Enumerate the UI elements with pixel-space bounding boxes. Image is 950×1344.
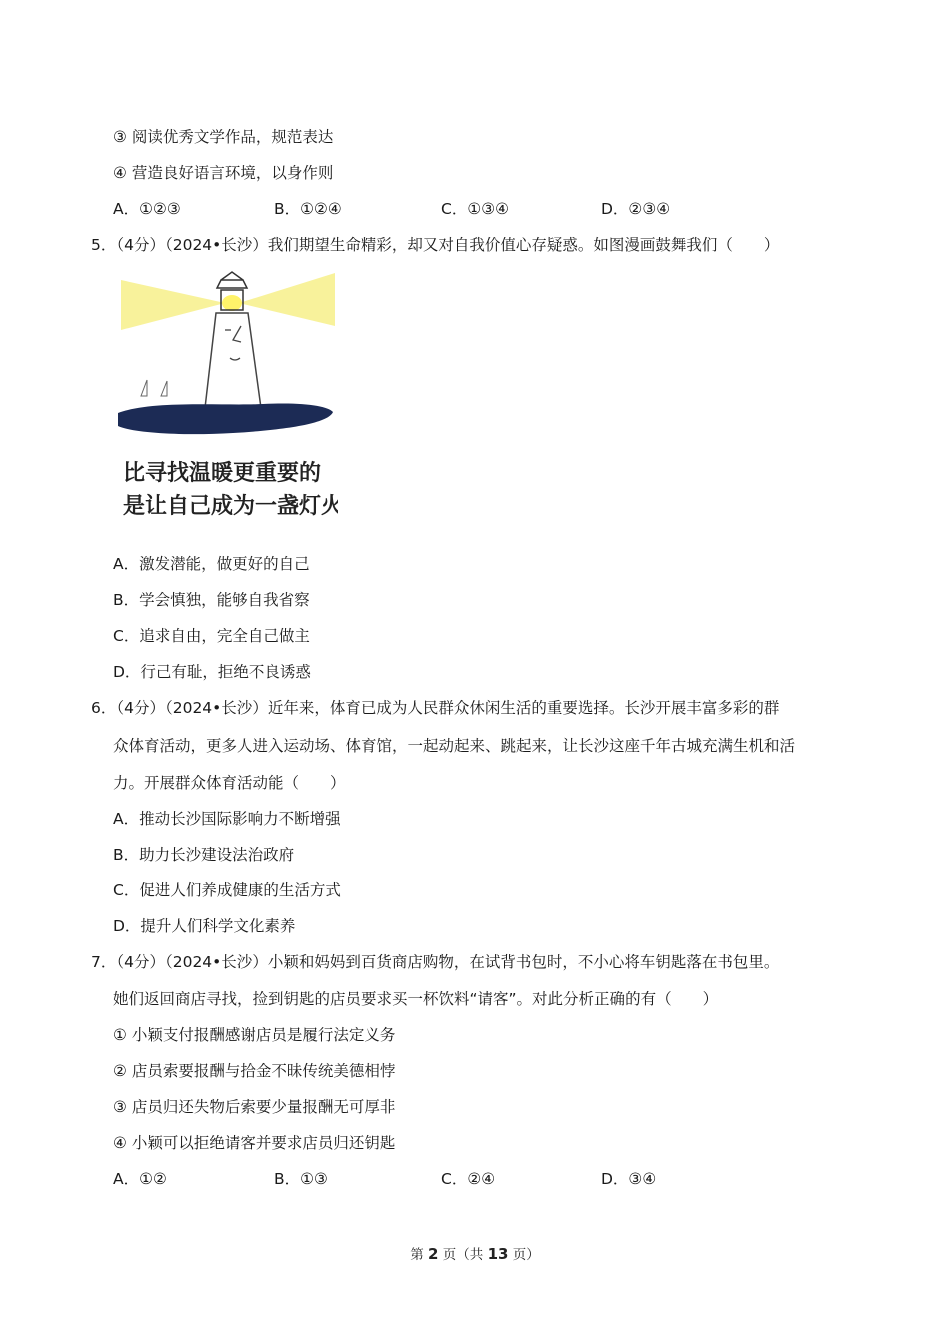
footer-suffix: 页）	[508, 1247, 540, 1263]
prev-option-c: C．①③④	[441, 200, 510, 218]
lighthouse-cartoon	[113, 268, 338, 530]
footer-mid: 页（共	[438, 1247, 488, 1263]
q6-stem-line-1: 6．（4分）（2024•长沙）近年来，体育已成为人民群众休闲生活的重要选择。长沙开展丰富多彩的群	[91, 699, 780, 717]
q5-option-a: A．激发潜能，做更好的自己	[113, 555, 310, 573]
prev-option-d: D．②③④	[601, 200, 671, 218]
q7-stem-line-1: 7．（4分）（2024•长沙）小颖和妈妈到百货商店购物，在试背书包时，不小心将车钥匙落在书包里。	[91, 953, 780, 971]
q6-stem-line-2: 众体育活动，更多人进入运动场、体育馆，一起动起来、跳起来，让长沙这座千年古城充满生机和活	[113, 737, 796, 755]
q5-option-b: B．学会慎独，能够自我省察	[113, 591, 310, 609]
q7-stem-line-2: 她们返回商店寻找，捡到钥匙的店员要求买一杯饮料“请客”。对此分析正确的有（ ）	[113, 990, 719, 1008]
q7-item-2: ② 店员索要报酬与拾金不昧传统美德相悖	[113, 1062, 396, 1080]
prev-option-a: A．①②③	[113, 200, 181, 218]
page-footer	[0, 1243, 950, 1266]
q5-stem: 5．（4分）（2024•长沙）我们期望生命精彩，却又对自我价值心存疑惑。如图漫画鼓舞我们（ ）	[91, 236, 780, 254]
footer-total-pages: 13	[487, 1245, 509, 1263]
q5-option-d: D．行己有耻，拒绝不良诱惑	[113, 663, 311, 681]
footer-prefix: 第	[410, 1247, 429, 1263]
prev-item-3: ③ 阅读优秀文学作品，规范表达	[113, 128, 334, 146]
lighthouse-illustration	[113, 268, 338, 530]
q7-item-4: ④ 小颖可以拒绝请客并要求店员归还钥匙	[113, 1134, 396, 1152]
cartoon-caption-line-2: 是让自己成为一盏灯火	[123, 494, 338, 519]
q7-item-3: ③ 店员归还失物后索要少量报酬无可厚非	[113, 1098, 396, 1116]
prev-option-b: B．①②④	[274, 200, 342, 218]
q6-option-d: D．提升人们科学文化素养	[113, 917, 296, 935]
q7-option-b: B．①③	[274, 1170, 328, 1188]
q7-option-c: C．②④	[441, 1170, 496, 1188]
q6-option-a: A．推动长沙国际影响力不断增强	[113, 810, 341, 828]
prev-item-4: ④ 营造良好语言环境，以身作则	[113, 164, 334, 182]
footer-page-number: 2	[428, 1245, 439, 1263]
q7-option-a: A．①②	[113, 1170, 167, 1188]
q5-option-c: C．追求自由，完全自己做主	[113, 627, 310, 645]
q7-item-1: ① 小颖支付报酬感谢店员是履行法定义务	[113, 1026, 396, 1044]
q6-option-c: C．促进人们养成健康的生活方式	[113, 881, 341, 899]
q7-option-d: D．③④	[601, 1170, 657, 1188]
q6-option-b: B．助力长沙建设法治政府	[113, 846, 295, 864]
cartoon-caption-line-1: 比寻找温暖更重要的	[123, 461, 322, 486]
q6-stem-line-3: 力。开展群众体育活动能（ ）	[113, 774, 346, 792]
